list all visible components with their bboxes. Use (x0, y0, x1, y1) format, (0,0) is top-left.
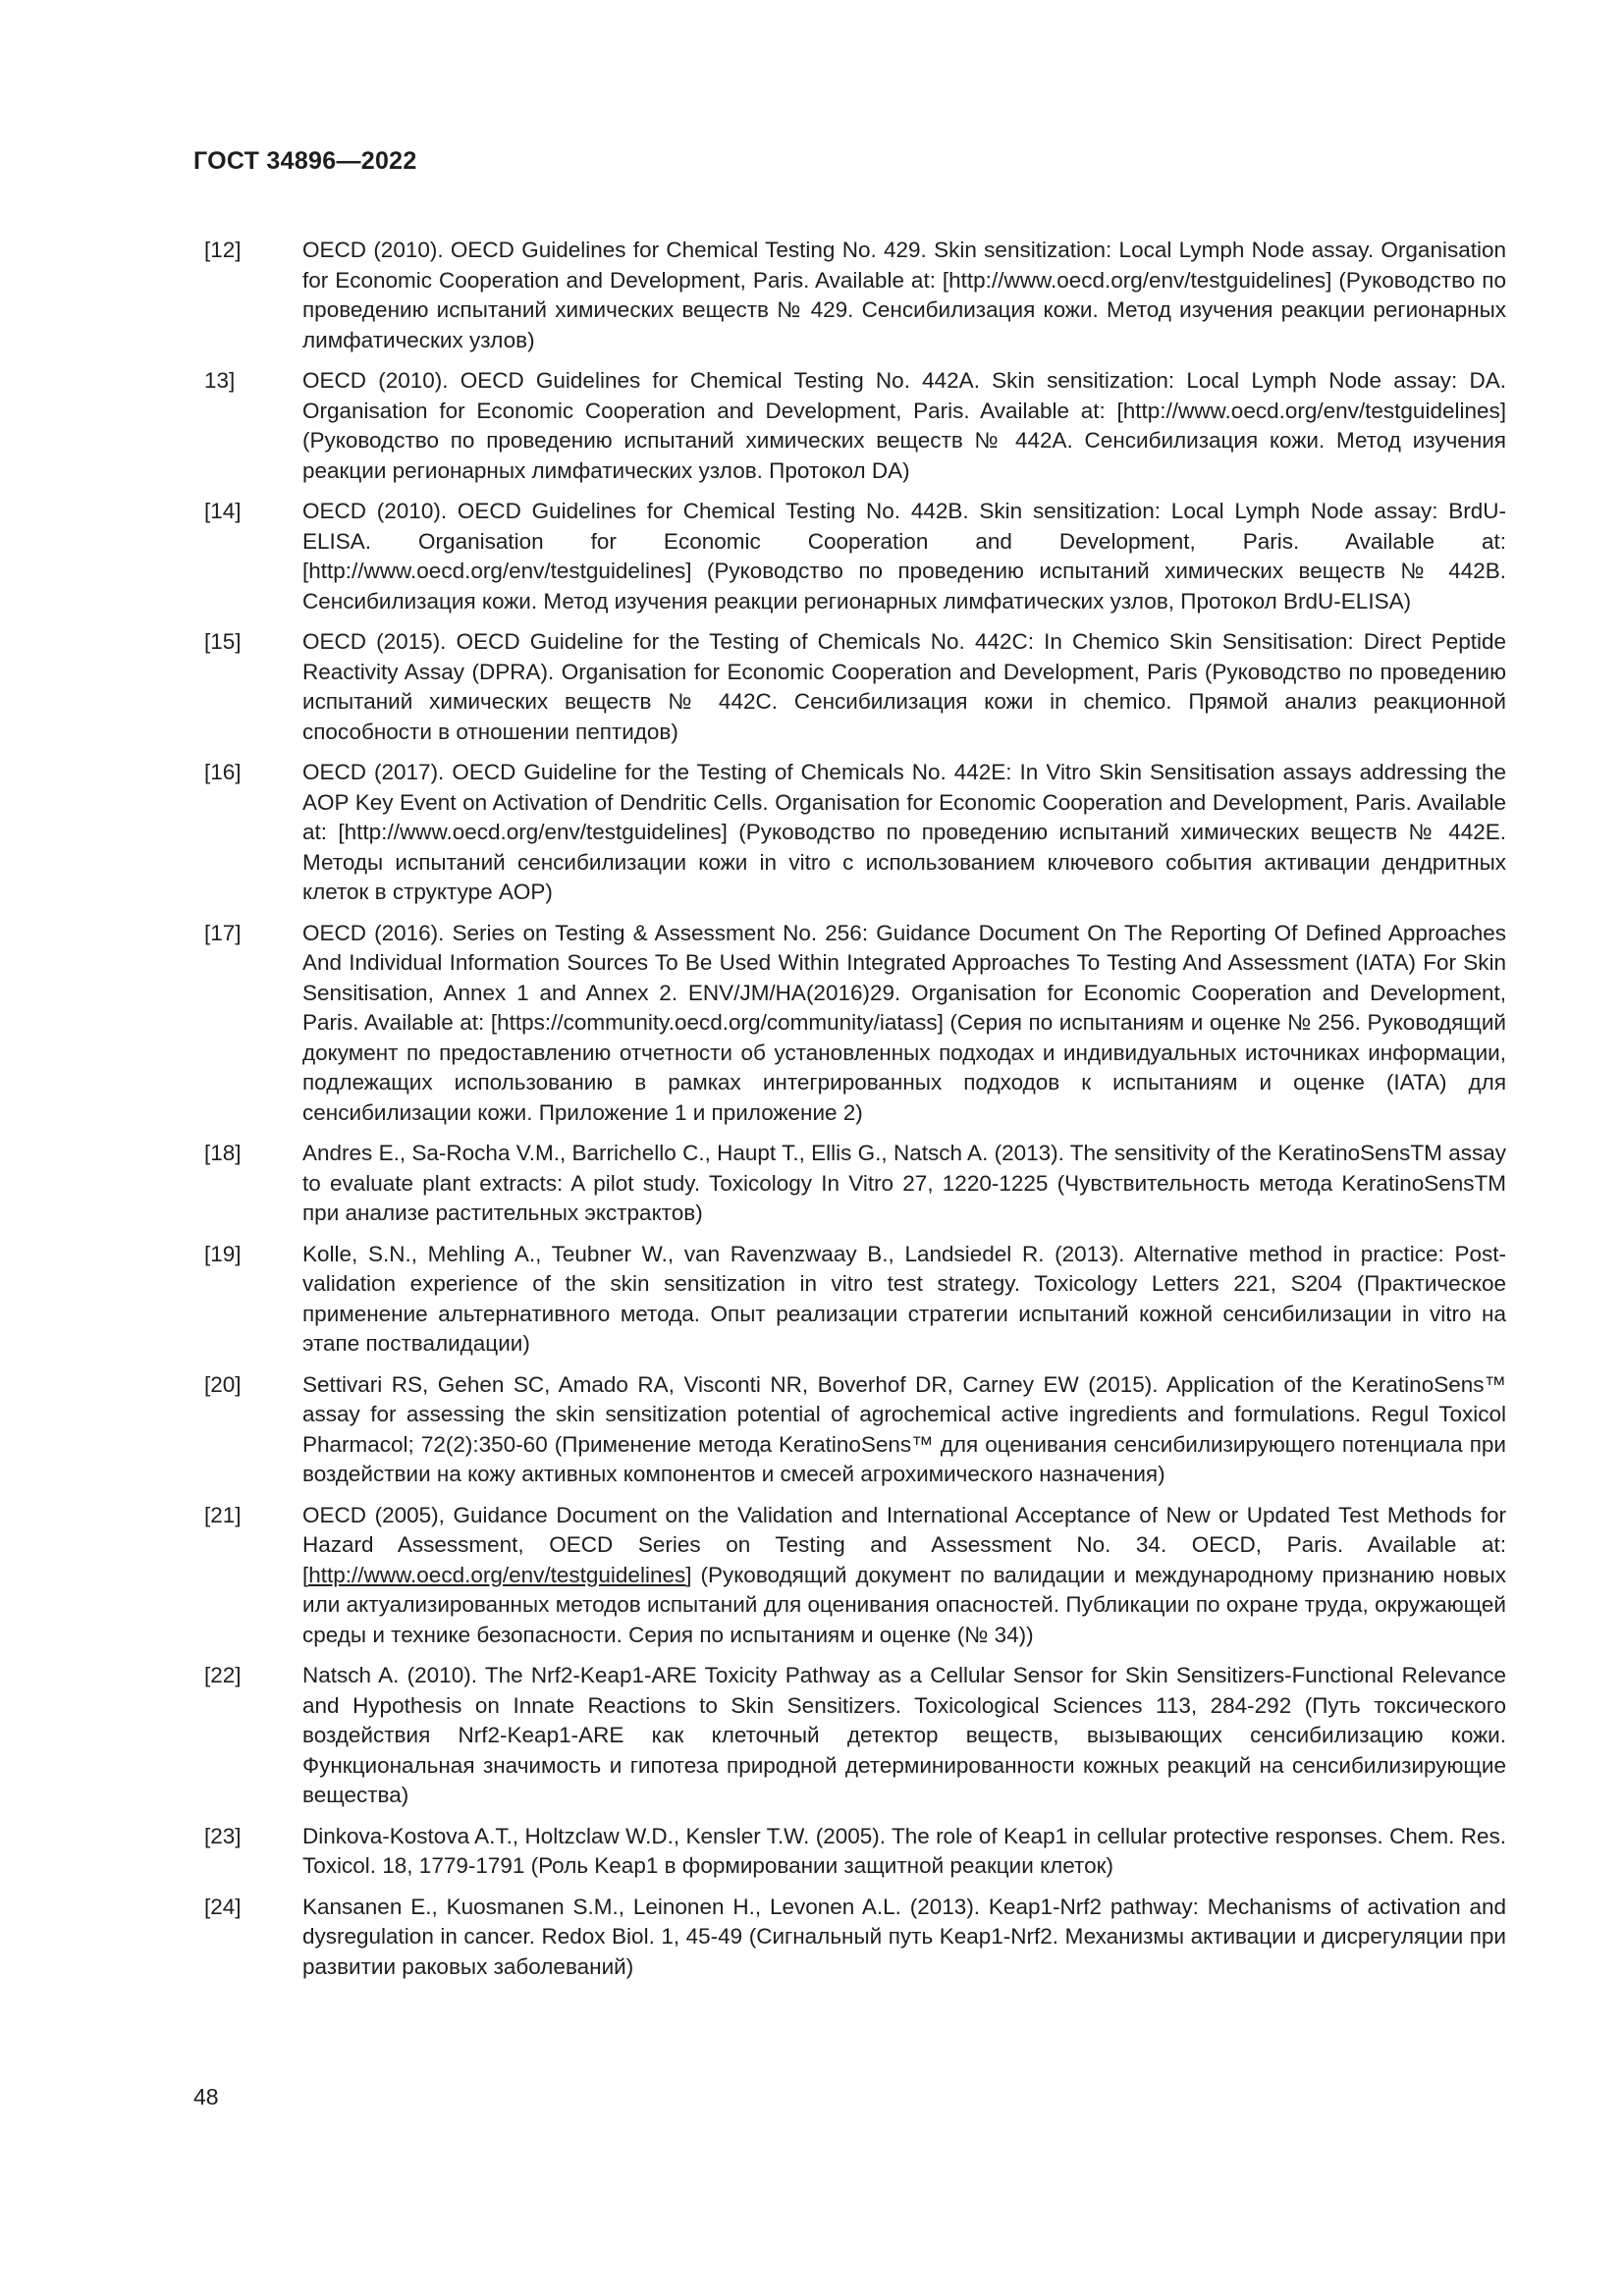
page-number: 48 (193, 2084, 219, 2109)
reference-item (204, 236, 1506, 355)
reference-text: Kansanen E., Kuosmanen S.M., Leinonen H., Levonen A.L. (2013). Keap1-Nrf2 pathway: Mechanisms of activation and dysregulation in cancer. Redox Biol. 1, 45-49 (Сигнальный путь Keap1-Nrf2. Механизмы активации и дисрегуляции при развитии раковых заболеваний) (302, 1894, 1506, 1979)
reference-number: [14] (204, 499, 242, 523)
reference-number: [12] (204, 238, 242, 262)
reference-item (204, 1501, 1506, 1651)
reference-number: [19] (204, 1241, 242, 1266)
reference-text-before-link: OECD (2005), Guidance Document on the Validation and International Acceptance of New or Updated Test Methods for Hazard Assessment, OECD Series on Testing and Assessment No. 34. OECD, Paris. Available at: (302, 1502, 1506, 1557)
reference-number: [17] (204, 920, 242, 945)
reference-item (204, 758, 1506, 908)
reference-text-after-link: (Руководящий документ по валидации и международному признанию новых или актуализированных методов испытаний для оценивания опасностей. Публикации по охране труда, окружающей среды и технике безопасности. Серия по испытаниям и оценке (№ 34)) (302, 1562, 1506, 1647)
reference-number: 13] (204, 368, 236, 393)
reference-number: [22] (204, 1663, 242, 1687)
reference-text: Andres E., Sa-Rocha V.M., Barrichello C., Haupt T., Ellis G., Natsch A. (2013). The sensitivity of the KeratinoSensTM assay to evaluate plant extracts: A pilot study. Toxicology In Vitro 27, 1220-1225 (Чувствительность метода KeratinoSensTM при анализе растительных экстрактов) (302, 1141, 1506, 1225)
reference-text: Natsch A. (2010). The Nrf2-Keap1-ARE Toxicity Pathway as a Cellular Sensor for Skin Sensitizers-Functional Relevance and Hypothesis on Innate Reactions to Skin Sensitizers. Toxicological Sciences 113, 284-292 (Путь токсического воздействия Nrf2-Keap1-ARE как клеточный детектор веществ, вызывающих сенсибилизацию кожи. Функциональная значимость и гипотеза природной детерминированности кожных реакций на сенсибилизирующие вещества) (302, 1663, 1506, 1807)
reference-item (204, 919, 1506, 1129)
reference-item (204, 1822, 1506, 1882)
reference-item (204, 497, 1506, 616)
reference-number: [24] (204, 1894, 242, 1919)
reference-number: [23] (204, 1823, 242, 1848)
reference-number: [20] (204, 1371, 242, 1397)
reference-number: [15] (204, 629, 242, 654)
reference-item (204, 627, 1506, 747)
reference-item (204, 1893, 1506, 1983)
document-header: ГОСТ 34896—2022 (193, 147, 417, 175)
reference-text: OECD (2016). Series on Testing & Assessment No. 256: Guidance Document On The Reporting Of Defined Approaches And Individual Information Sources To Be Used Within Integrated Approaches To Testing And Assessment (IATA) For Skin Sensitisation, Annex 1 and Annex 2. ENV/JM/HA(2016)29. Organisation for Economic Cooperation and Development, Paris. Available at: [https://community.oecd.org/community/iatass] (Серия по испытаниям и оценке № 256. Руководящий документ по предоставлению отчетности об установленных подходах и индивидуальных источниках информации, подлежащих использованию в рамках интегрированных подходов к испытаниям и оценке (IATA) для сенсибилизации кожи. Приложение 1 и приложение 2) (302, 920, 1506, 1125)
reference-item (204, 1370, 1506, 1490)
reference-text: OECD (2015). OECD Guideline for the Testing of Chemicals No. 442C: In Chemico Skin Sensitisation: Direct Peptide Reactivity Assay (DPRA). Organisation for Economic Cooperation and Development, Paris (Руководство по проведению испытаний химических веществ № 442C. Сенсибилизация кожи in chemico. Прямой анализ реакционной способности в отношении пептидов) (302, 629, 1506, 744)
reference-text: Kolle, S.N., Mehling A., Teubner W., van Ravenzwaay B., Landsiedel R. (2013). Alternative method in practice: Post-validation experience of the skin sensitization in vitro test strategy. Toxicology Letters 221, S204 (Практическое применение альтернативного метода. Опыт реализации стратегии испытаний кожной сенсибилизации in vitro на этапе поствалидации) (302, 1241, 1506, 1356)
reference-text: OECD (2010). OECD Guidelines for Chemical Testing No. 442B. Skin sensitization: Local Lymph Node assay: BrdU-ELISA. Organisation for Economic Cooperation and Development, Paris. Available at: [http://www.oecd.org/env/testguidelines] (Руководство по проведению испытаний химических веществ № 442B. Сенсибилизация кожи. Метод изучения реакции регионарных лимфатических узлов, Протокол BrdU-ELISA) (302, 499, 1506, 614)
reference-item (204, 1661, 1506, 1811)
reference-link[interactable]: [http://www.oecd.org/env/testguidelines] (302, 1562, 692, 1587)
reference-item (204, 366, 1506, 486)
reference-number: [16] (204, 760, 242, 784)
reference-text: OECD (2010). OECD Guidelines for Chemical Testing No. 442A. Skin sensitization: Local Lymph Node assay: DA. Organisation for Economic Cooperation and Development, Paris. Available at: [http://www.oecd.org/env/testguidelines] (Руководство по проведению испытаний химических веществ № 442A. Сенсибилизация кожи. Метод изучения реакции регионарных лимфатических узлов. Протокол DA) (302, 368, 1506, 483)
reference-item (204, 1240, 1506, 1360)
reference-text: Dinkova-Kostova A.T., Holtzclaw W.D., Kensler T.W. (2005). The role of Keap1 in cellular protective responses. Chem. Res. Toxicol. 18, 1779-1791 (Роль Keap1 в формировании защитной реакции клеток) (302, 1823, 1506, 1878)
reference-item (204, 1139, 1506, 1229)
reference-number: [18] (204, 1141, 242, 1165)
reference-text: OECD (2010). OECD Guidelines for Chemical Testing No. 429. Skin sensitization: Local Lymph Node assay. Organisation for Economic Cooperation and Development, Paris. Available at: [http://www.oecd.org/env/testguidelines] (Руководство по проведению испытаний химических веществ № 429. Сенсибилизация кожи. Метод изучения реакции регионарных лимфатических узлов) (302, 238, 1506, 352)
reference-text (302, 1501, 1506, 1651)
reference-text: OECD (2017). OECD Guideline for the Testing of Chemicals No. 442E: In Vitro Skin Sensitisation assays addressing the AOP Key Event on Activation of Dendritic Cells. Organisation for Economic Cooperation and Development, Paris. Available at: [http://www.oecd.org/env/testguidelines] (Руководство по проведению испытаний химических веществ № 442E. Методы испытаний сенсибилизации кожи in vitro с использованием ключевого события активации дендритных клеток в структуре AOP) (302, 760, 1506, 904)
reference-text: Settivari RS, Gehen SC, Amado RA, Visconti NR, Boverhof DR, Carney EW (2015). Application of the KeratinoSens™ assay for assessing the skin sensitization potential of agrochemical active ingredients and formulations. Regul Toxicol Pharmacol; 72(2):350-60 (Применение метода KeratinoSens™ для оценивания сенсибилизирующего потенциала при воздействии на кожу активных компонентов и смесей агрохимического назначения) (302, 1371, 1506, 1486)
reference-number: [21] (204, 1502, 242, 1527)
reference-list (204, 236, 1506, 1993)
